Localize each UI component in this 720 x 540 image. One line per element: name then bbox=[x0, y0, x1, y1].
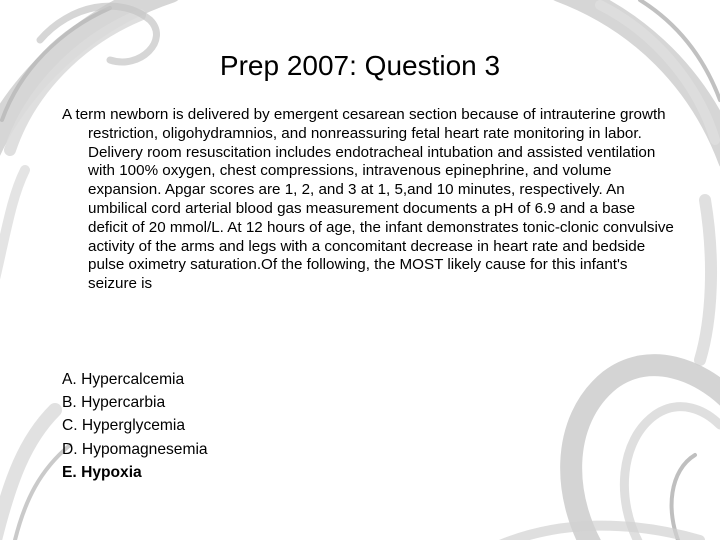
swirl-stroke-left-arc bbox=[0, 170, 25, 300]
swirl-stroke-right-arc bbox=[700, 200, 711, 360]
option-e-correct-answer: E. Hypoxia bbox=[62, 463, 142, 481]
question-stem: A term newborn is delivered by emergent cesarean section because of intrauterine growth restriction, oligohydramnios, and nonreassuring fetal heart rate monitoring in labor. Delivery room resuscitation includes endotracheal intubation and assisted ventilation with 100% oxygen, chest compressions, intravenous epinephrine, and volume expansion. Apgar scores are 1, 2, and 3 at 1, 5,and 10 minutes, respectively. An umbilical cord arterial blood gas measurement documents a pH of 6.9 and a base deficit of 20 mmol/L. At 12 hours of age, the infant demonstrates tonic-clonic convulsive activity of the arms and legs with a concomitant decrease in heart rate and bedside pulse oximetry saturation.Of the following, the MOST likely cause for this infant's seizure is bbox=[62, 106, 674, 293]
swirl-stroke-bottom-right-outer bbox=[571, 365, 720, 540]
answer-options-list bbox=[62, 368, 208, 484]
swirl-stroke-left-lower bbox=[0, 410, 55, 540]
option-c: C. Hyperglycemia bbox=[62, 417, 186, 435]
option-a: A. Hypercalcemia bbox=[62, 371, 185, 388]
swirl-stroke-bottom-right-thin bbox=[672, 455, 695, 540]
option-b: B. Hypercarbia bbox=[62, 394, 166, 412]
option-d: D. Hypomagnesemia bbox=[62, 440, 208, 458]
swirl-stroke-bottom-right-sweep bbox=[500, 526, 700, 540]
slide-title: Prep 2007: Question 3 bbox=[219, 50, 501, 81]
